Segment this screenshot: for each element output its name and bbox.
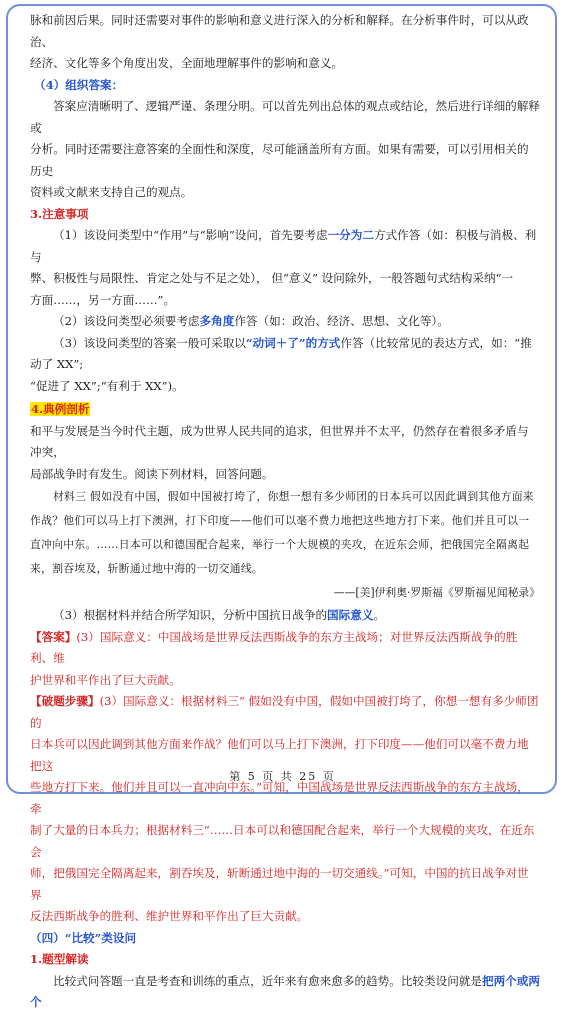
note-line: （3）该设问类型的答案一般可采取以“动词＋了”的方式作答（比较常见的表达方式，如：“推动了 XX”; — [30, 335, 532, 371]
section-heading: 1.题型解读 — [30, 952, 89, 966]
material-text: 直冲向中东。……日本可以和德国配合起来，举行一个大规模的夹攻，在近东会师，把俄国完全隔离起 — [30, 538, 530, 551]
material-text: 来，割吞埃及，斩断通过地中海的一切交通线。 — [30, 562, 264, 575]
text-line: 分析。同时还需要注意答案的全面性和深度，尽可能涵盖所有方面。如果有需要，可以引用相关的历史 — [30, 142, 529, 178]
section-heading: 3.注意事项 — [30, 206, 89, 221]
answer-line: 护世界和平作出了巨大贡献。 — [30, 672, 181, 687]
note-line: （1）该设问类型中“作用”与“影响”设问，首先要考虑一分为二方式作答（如：积极与消极、利与 — [30, 228, 537, 264]
material-text: 作战？他们可以马上打下澳洲，打下印度——他们可以毫不费力地把这些地方打下来。他们并且可以一 — [30, 514, 530, 527]
breakdown-line: 【破题步骤】(3）国际意义：根据材料三“ 假如没有中国，假如中国被打垮了，你想一想有多少师团的 — [30, 694, 539, 730]
document-body — [30, 10, 540, 1014]
text-line: 局部战争时有发生。阅读下列材料，回答问题。 — [30, 466, 274, 481]
text-line: 弊、积极性与局限性、肯定之处与不足之处）， 但“意义” 设问除外，一般答题句式结构采纳“一 — [30, 271, 514, 285]
text-line: 资料或文献来支持自己的观点。 — [30, 185, 193, 199]
text-line: 比较式问答题一直是考查和训练的重点，近年来有愈来愈多的趋势。比较类设问就是把两个或两个 — [30, 973, 540, 1009]
page-number: 第 5 页 共 25 页 — [229, 770, 336, 783]
note-line: （2）该设问类型必须要考虑多角度作答（如：政治、经济、思想、文化等）。 — [53, 314, 449, 328]
answer-line: 【答案】(3）国际意义：中国战场是世界反法西斯战争的东方主战场；对世界反法西斯战争的胜利、维 — [30, 629, 518, 665]
breakdown-line: 制了大量的日本兵力；根据材料三“……日本可以和德国配合起来，举行一个大规模的夹攻，在近东会 — [30, 823, 535, 859]
section-heading: 4.典例剖析 — [31, 402, 90, 416]
section-heading: （四）“比较”类设问 — [30, 930, 137, 945]
breakdown-line: 师，把俄国完全隔离起来，割吞埃及，斩断通过地中海的一切交通线。”可知，中国的抗日战争对世界 — [30, 866, 529, 902]
text-line: 和平与发展是当今时代主题，成为世界人民共同的追求，但世界并不太平，仍然存在着很多矛盾与冲突， — [30, 423, 529, 459]
text-line: 方面……，另一方面……”。 — [30, 292, 176, 307]
text-line: 答案应清晰明了、逻辑严谨、条理分明。可以首先列出总体的观点或结论，然后进行详细的解释或 — [30, 99, 540, 135]
question-line: （3）根据材料并结合所学知识，分析中国抗日战争的国际意义。 — [53, 608, 386, 622]
section-heading: （4）组织答案： — [34, 77, 124, 92]
material-text: 材料三 假如没有中国，假如中国被打垮了，你想一想有多少师团的日本兵可以因此调到其他方面来 — [53, 490, 534, 503]
material-source: ——[美]伊利奥·罗斯福《罗斯福见闻秘录》 — [333, 586, 540, 599]
text-line: “促进了 XX”;“有利于 XX”)。 — [30, 378, 184, 393]
text-line: 经济、文化等多个角度出发，全面地理解事件的影响和意义。 — [30, 56, 344, 70]
breakdown-line: 反法西斯战争的胜利、维护世界和平作出了巨大贡献。 — [30, 909, 309, 923]
breakdown-line: 些地方打下来。他们并且可以一直冲向中东。”可知，中国战场是世界反法西斯战争的东方主战场，牵 — [30, 780, 529, 816]
text-line: 脉和前因后果。同时还需要对事件的影响和意义进行深入的分析和解释。在分析事件时，可以从政治、 — [30, 13, 529, 49]
breakdown-line: 日本兵可以因此调到其他方面来作战？他们可以马上打下澳洲，打下印度——他们可以毫不费力地把这 — [30, 737, 529, 773]
